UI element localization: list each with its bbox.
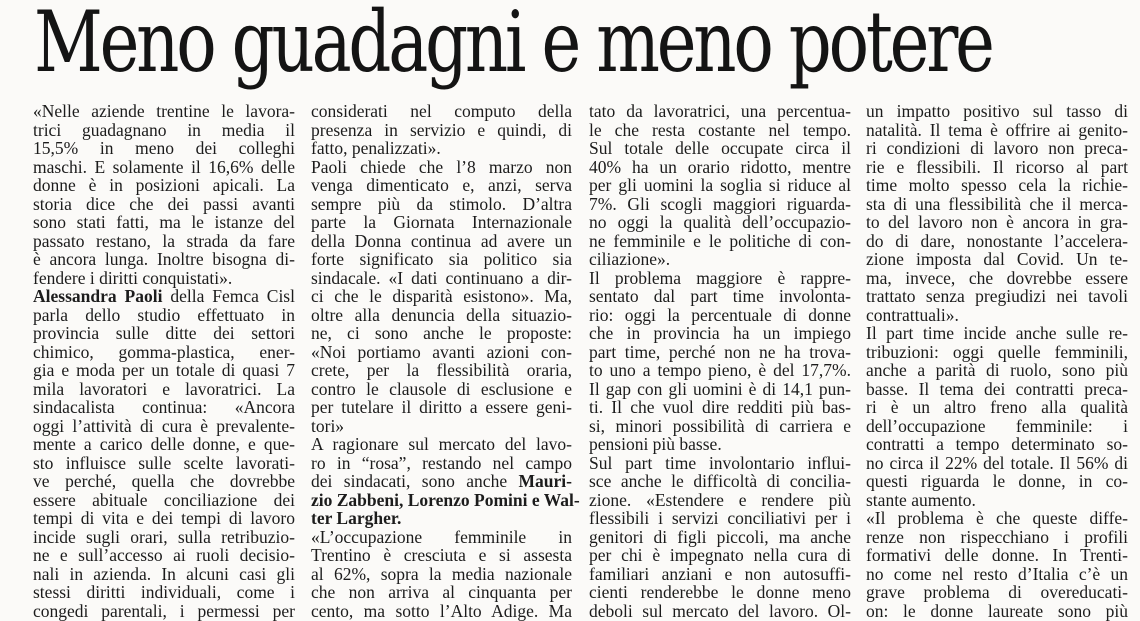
text-line: per chi è impegnato nella cura di [589,545,851,565]
text-line: presenza in servizio e quindi, di [311,119,572,140]
text-line: dei sindacati, sono anche Mauri- [311,471,572,491]
text-line: incide sugli orari, sulla retribuzio- [33,526,295,547]
text-line: Sul totale delle occupate circa il [589,138,851,158]
text-line: tribuzioni: oggi quelle femminili, [866,341,1128,362]
text-line: rio: oggi la percentuale di donne [589,304,851,325]
text-line: Alessandra Paoli della Femca Cisl [33,286,295,306]
text-line: pensioni più basse. [589,434,722,454]
article-headline: Meno guadagni e meno potere [34,0,992,91]
text-line: 40% ha un orario ridotto, mentre [589,156,851,177]
text-line: venga dimenticato e, anzi, serva [311,175,572,195]
text-line: no oggi la qualità dell’occupazio- [589,212,851,232]
text-line: anche a parità di ruolo, sono più [866,360,1128,380]
text-line: le che resta costante nel tempo. [589,119,851,140]
text-line: che non arriva al cinquanta per [311,582,572,602]
text-line: to del lavoro non è ancora in gra- [866,212,1128,232]
text-line: fatto, penalizzati». [311,138,441,158]
text-line: questi riguarda le donne, in co- [866,471,1128,491]
article-column-1 [33,101,295,621]
text-line: sentato dal part time involonta- [589,286,851,306]
text-line: basse. Il tema dei contratti preca- [866,378,1128,399]
text-line: ter Largher. [311,508,402,528]
text-line: ne, ci sono anche le proposte: [311,323,572,343]
text-line: do di dare, nonostante l’accelera- [866,230,1128,251]
text-line: ciliazione». [589,249,671,269]
text-line: time molto spesso cela la richie- [866,175,1128,195]
text-line: per tutelare il diritto a essere geni- [311,397,572,417]
text-line: sto influisce sulle scelte lavorati- [33,452,295,473]
text-line: contratti a tempo determinato so- [866,434,1128,454]
text-line: mente a carico delle donne, e que- [33,434,295,454]
text-line: Paoli chiede che l’8 marzo non [311,156,572,177]
text-line: oggi l’attività di cura è prevalente- [33,415,295,436]
text-line: Sul part time involontario influi- [589,452,851,473]
text-line: gia e moda per un totale di quasi 7 [33,360,295,380]
text-line: storia dice che dei passi avanti [33,193,295,214]
text-line: tempi di vita e dei tempi di lavoro [33,508,295,528]
text-line: renze non rispecchiano i profili [866,526,1128,547]
text-line: Trentino è cresciuta e si assesta [311,545,572,565]
text-line: cento, ma sotto l’Alto Adige. Ma [311,600,572,621]
text-line: cienti renderebbe le donne meno [589,582,851,602]
text-line: ti. Il che vuol dire redditi più bas- [589,397,851,417]
text-line: della Donna continua ad avere un [311,230,572,251]
text-line: zione. «Estendere e rendere più [589,489,851,510]
text-line: «Il problema è che queste diffe- [866,508,1128,528]
text-line: crete, per la flessibilità oraria, [311,360,572,380]
text-line: trattato senza pregiudizi nei tavoli [866,286,1128,306]
text-line: rie e flessibili. Il ricorso al part [866,156,1128,177]
text-line: grave problema di overeducati- [866,582,1128,602]
text-line: tori» [311,415,345,436]
text-line: Il problema maggiore è rappre- [589,267,851,288]
text-line: ne e sull’accesso ai ruoli decisio- [33,545,295,565]
article-column-4 [866,101,1128,621]
article-column-2 [311,101,580,621]
text-line: contro le clausole di esclusione e [311,378,572,399]
text-line: sono stati fatti, ma le istanze del [33,212,295,232]
text-line: Il gap con gli uomini è di 14,1 pun- [589,378,851,399]
text-line: formativi delle donne. In Trenti- [866,545,1128,565]
text-line: ri è un altro freno alla qualità [866,397,1128,417]
text-line: al 62%, sopra la media nazionale [311,563,572,584]
name-emphasis: Mauri- [518,471,572,491]
text-line: sta di una flessibilità che il merca- [866,193,1128,214]
text-line: parla dello studio effettuato in [33,304,295,325]
text-line: per gli uomini la soglia si riduce al [589,175,851,195]
text-line: congedi parentali, i permessi per [33,600,295,621]
text-line: che in provincia ha un impiego [589,323,851,343]
text-line: sempre più da stimolo. D’altra [311,193,572,214]
text-line: A ragionare sul mercato del lavo- [311,434,572,454]
text-line: tato da lavoratrici, una percentua- [589,101,851,121]
text-line: ri condizioni di lavoro non preca- [866,138,1128,158]
text-line: sce anche le difficoltà di concilia- [589,471,851,491]
text-line: part time, perché non ne ha trova- [589,341,851,362]
text-line: «Nelle aziende trentine le lavora- [33,101,295,121]
text-line: to uno a tempo pieno, è del 17,7%. [589,360,851,380]
text-line: 15,5% in meno dei colleghi [33,138,295,158]
text-line: passato restano, la strada da fare [33,230,295,251]
text-line: ma, invece, che dovrebbe essere [866,267,1128,288]
text-line: donne è in posizioni apicali. La [33,175,295,195]
text-line: «Noi portiamo avanti azioni con- [311,341,572,362]
text-line: fendere i diritti conquistati». [33,267,233,288]
text-line: ci che le disparità esistono». Ma, [311,286,572,306]
text-line: un impatto positivo sul tasso di [866,101,1128,121]
text-line: on: le donne laureate sono più [866,600,1128,621]
text-line: oltre alla denuncia della situazio- [311,304,572,325]
text-line: sindacalista continua: «Ancora [33,397,295,417]
article-column-3 [589,101,851,621]
text-line: provincia sulle ditte dei settori [33,323,295,343]
text-line: no circa il 22% del totale. Il 56% di [866,452,1128,473]
text-line: natalità. Il tema è offrire ai genito- [866,119,1128,140]
text-line: zione imposta dal Covid. Un te- [866,249,1128,269]
text-line: ve perché, quella che dovrebbe [33,471,295,491]
text-line: no come nel resto d’Italia c’è un [866,563,1128,584]
text-line: trici guadagnano in media il [33,119,295,140]
text-line: mila lavoratori e lavoratrici. La [33,378,295,399]
text-line: considerati nel computo della [311,101,572,121]
text-line: si, minori possibilità di carriera e [589,415,851,436]
text-line: «L’occupazione femminile in [311,526,572,547]
text-line: stante aumento. [866,489,976,510]
text-line: contrattuali». [866,304,959,325]
text-line: chimico, gomma-plastica, ener- [33,341,295,362]
text-line: ro in “rosa”, restando nel campo [311,452,572,473]
text-line: parte la Giornata Internazionale [311,212,572,232]
text-line: familiari anziani e non autosuffi- [589,563,851,584]
name-emphasis: Alessandra Paoli [33,286,163,306]
text-line: flessibili i servizi conciliativi per i [589,508,851,528]
text-line: nali in azienda. In alcuni casi gli [33,563,295,584]
text-line: forte significato sia politico sia [311,249,572,269]
text-line: maschi. E solamente il 16,6% delle [33,156,295,177]
text-line: Il part time incide anche sulle re- [866,323,1128,343]
text-line: è ancora lunga. Inoltre bisogna di- [33,249,295,269]
text-line: ne femminile e le politiche di con- [589,230,851,251]
text-line: zio Zabbeni, Lorenzo Pomini e Wal- [311,489,580,510]
text-line: stessi diritti individuali, come i [33,582,295,602]
text-line: deboli sul mercato del lavoro. Ol- [589,600,851,621]
text-line: 7%. Gli scogli maggiori riguarda- [589,193,851,214]
text-line: sindacale. «I dati continuano a dir- [311,267,572,288]
text-line: essere abituale conciliazione dei [33,489,295,510]
text-line: dell’occupazione femminile: i [866,415,1128,436]
text-line: genitori di figli piccoli, ma anche [589,526,851,547]
